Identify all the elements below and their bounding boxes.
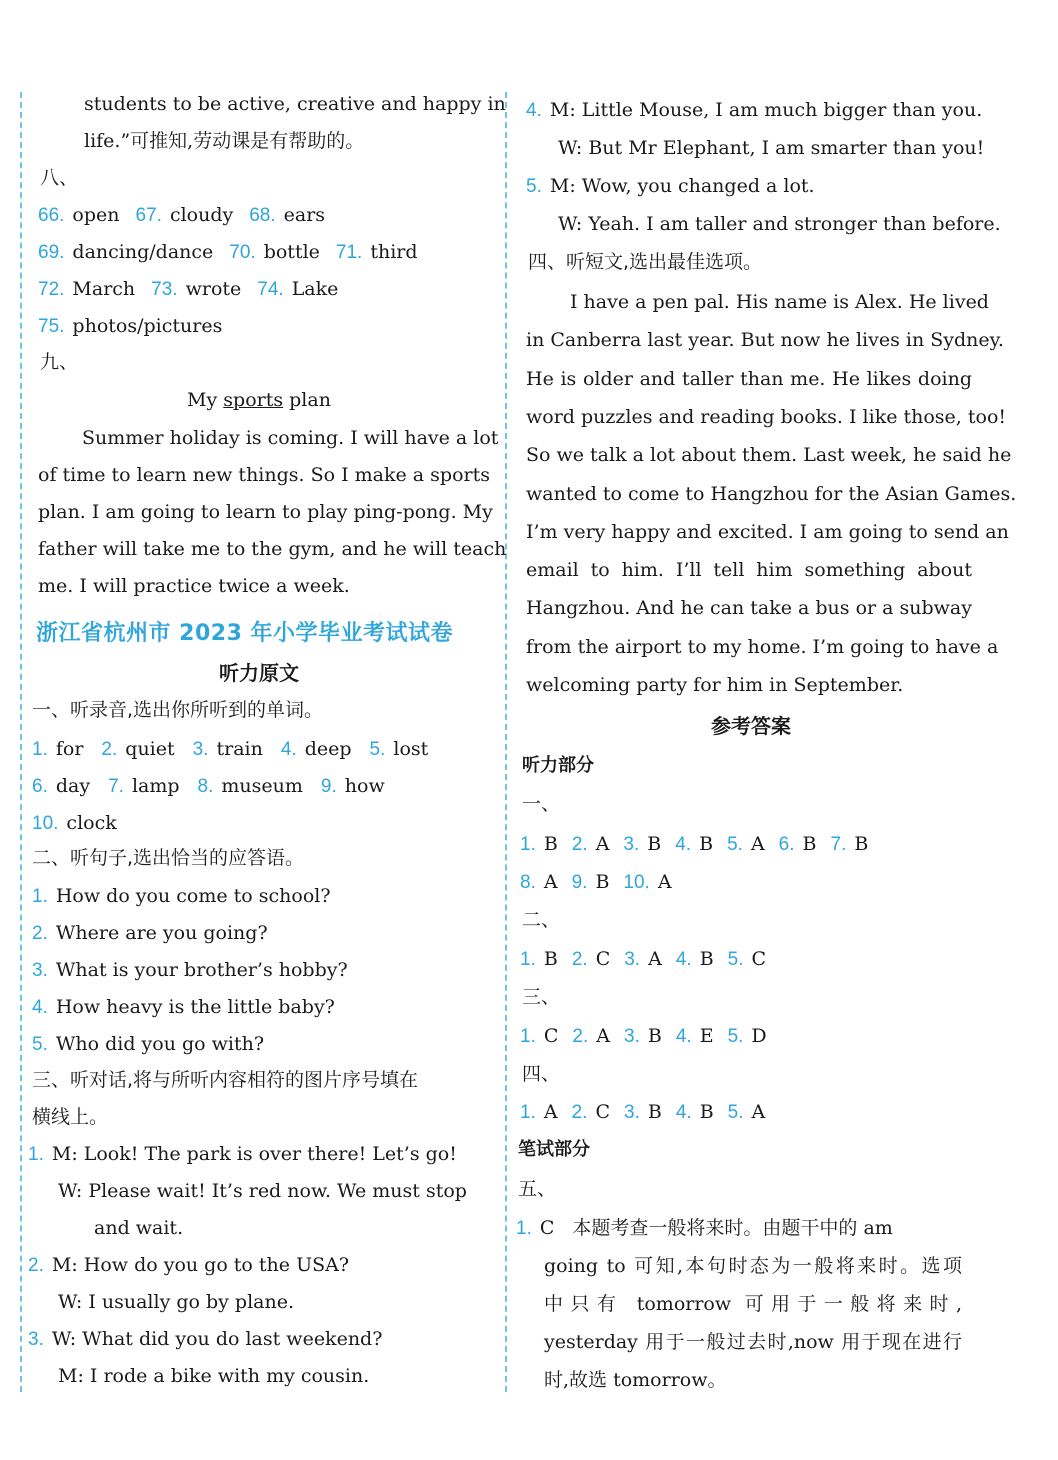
dialogue-line: and wait. [94,1217,184,1239]
part-2-sentence [32,958,348,983]
center-dashed-divider [505,92,507,1392]
numbered-item [136,203,234,228]
numbered-item [193,737,263,762]
item-number: 69. [38,242,65,263]
item-number: 1. [32,886,48,907]
item-text: A [596,1025,610,1047]
item-number: 72. [38,279,65,300]
section-8-row [38,277,354,302]
numbered-item [249,203,325,228]
numbered-item [624,1100,662,1125]
item-number: 5. [727,1102,744,1123]
item-number: 4. [280,739,297,760]
item-number: 3. [624,949,641,970]
item-text: A [543,871,558,893]
item-number: 8. [520,872,536,893]
item-number: 6. [32,776,48,797]
item-text: A [750,833,765,855]
answer-4-heading: 四、 [522,1063,561,1085]
numbered-item [624,947,662,972]
section-8-heading: 八、 [40,167,79,189]
part-4-heading: 四、听短文,选出最佳选项。 [528,251,763,273]
dialogue-line: W: But Mr Elephant, I am smarter than you! [558,137,985,159]
numbered-item [520,1100,558,1125]
item-text: day [55,775,91,797]
item-number: 2. [101,739,118,760]
item-text: A [543,1101,558,1123]
numbered-item [32,774,90,799]
numbered-item [32,737,83,762]
passage-line: email to him. I’ll tell him something about [526,559,972,582]
item-text: C [595,1101,610,1123]
dialogue-text: M: Little Mouse, I am much bigger than you. [549,99,983,121]
part-2-sentence [32,995,335,1020]
answer-key-title: 参考答案 [711,714,791,738]
item-text: how [344,775,385,797]
part-3-heading-line-2: 横线上。 [32,1106,109,1128]
item-number: 5. [32,1034,48,1055]
essay-title-pre: My [187,389,224,411]
item-text: lost [393,738,429,760]
dialogue-line [28,1253,349,1278]
numbered-item [520,832,558,857]
numbered-item [229,240,320,265]
part-2-sentence [32,884,331,909]
numbered-item [676,1024,714,1049]
item-number: 3. [192,739,209,760]
item-text: third [370,241,418,263]
answer-4-row [520,1100,779,1125]
numbered-item [676,1100,714,1125]
numbered-item [151,277,241,302]
item-number: 75. [38,316,65,337]
item-text: lamp [131,775,180,797]
item-text: museum [221,775,303,797]
dialogue-line: W: Please wait! It’s red now. We must stop [58,1180,467,1202]
numbered-item [38,203,120,228]
item-number: 68. [249,205,276,226]
item-number: 6. [778,834,795,855]
item-number: 4. [675,1102,692,1123]
item-number: 10. [623,872,650,893]
numbered-item [336,240,418,265]
part-1-heading: 一、听录音,选出你所听到的单词。 [32,699,324,721]
exam-title: 浙江省杭州市 2023 年小学毕业考试试卷 [36,621,454,646]
part-1-row [32,774,403,799]
passage-line: welcoming party for him in September. [526,674,904,696]
numbered-item [572,870,610,895]
item-text: clock [66,812,117,834]
numbered-item [572,1100,610,1125]
item-text: B [647,1025,662,1047]
essay-end-line-1: students to be active, creative and happy in [84,93,506,115]
item-number: 4. [526,100,542,121]
item-text: ears [283,204,326,226]
dialogue-line [526,174,815,199]
numbered-item [728,1100,766,1125]
item-text: photos/pictures [72,315,223,337]
numbered-item [831,832,869,857]
numbered-item [198,774,303,799]
item-number: 8. [197,776,214,797]
numbered-item [38,240,213,265]
item-number: 3. [28,1329,44,1350]
part-1-row [32,737,446,762]
item-text: bottle [263,241,320,263]
dialogue-line: W: Yeah. I am taller and stronger than before. [558,213,1001,235]
item-number: 4. [32,997,48,1018]
item-text: A [751,1101,766,1123]
item-text: cloudy [169,204,234,226]
essay-title [28,388,490,412]
item-text: C [751,948,767,970]
numbered-item [257,277,338,302]
item-number: 66. [38,205,65,226]
item-text: open [72,204,120,226]
item-text: B [543,948,558,970]
numbered-item [38,277,135,302]
essay-line: father will take me to the gym, and he will teach [38,538,507,560]
item-number: 5. [369,739,386,760]
item-text: A [595,833,610,855]
numbered-item [32,811,117,836]
part-3-heading-line-1: 三、听对话,将与所听内容相符的图片序号填在 [32,1069,419,1091]
numbered-item [101,737,174,762]
numbered-item [520,947,558,972]
numbered-item [108,774,179,799]
item-text: A [648,948,662,970]
numbered-item [623,870,671,895]
passage-line: wanted to come to Hangzhou for the Asian Games. [526,482,1017,505]
essay-line: me. I will practice twice a week. [38,575,350,597]
item-number: 1. [520,1102,536,1123]
dialogue-line: W: I usually go by plane. [58,1291,295,1313]
item-text: C [595,948,611,970]
section-8-row [38,314,238,339]
dialogue-text: M: Look! The park is over there! Let’s go! [51,1143,457,1165]
item-text: wrote [185,278,242,300]
listening-script-title: 听力原文 [219,661,299,685]
numbered-item [779,832,817,857]
numbered-item [624,1024,662,1049]
part-2-sentence [32,1032,264,1057]
dialogue-text: M: Wow, you changed a lot. [549,175,815,197]
item-text: B [647,1101,662,1123]
item-text: B [543,833,558,855]
passage-line: Hangzhou. And he can take a bus or a subway [526,597,972,620]
item-number: 2. [28,1255,44,1276]
item-number: 5. [727,1026,744,1047]
item-text: B [854,833,869,855]
section-9-heading: 九、 [40,351,79,373]
dialogue-line [28,1142,457,1167]
passage-line: word puzzles and reading books. I like those, too! [526,405,1007,428]
section-8-row [38,240,434,265]
answer-1-row [520,832,882,857]
part-1-row [32,811,135,836]
essay-title-underlined: sports [223,389,284,411]
answer-3-heading: 三、 [522,986,561,1008]
item-number: 1. [28,1144,44,1165]
item-number: 67. [135,205,162,226]
item-text: Lake [291,278,339,300]
answer-5-text: 本题考查一般将来时。由题干中的 am [572,1217,893,1239]
item-text: B [699,833,714,855]
item-text: B [699,1101,714,1123]
answer-5-first-line [516,1216,893,1241]
item-text: March [72,278,136,300]
item-number: 5. [526,176,542,197]
item-text: How heavy is the little baby? [55,996,335,1018]
item-text: D [751,1025,767,1047]
answer-5-heading: 五、 [518,1178,557,1200]
item-number: 10. [32,813,59,834]
essay-title-post: plan [283,389,331,411]
item-number: 9. [320,776,337,797]
item-number: 4. [675,1026,692,1047]
answer-1-heading: 一、 [522,793,561,815]
item-number: 2. [571,949,588,970]
numbered-item [623,832,661,857]
item-text: B [595,871,610,893]
item-text: B [647,833,662,855]
item-text: C [543,1025,559,1047]
essay-line: plan. I am going to learn to play ping-pong. My [38,501,493,523]
item-text: for [55,738,84,760]
section-8-row [38,203,341,228]
numbered-item [572,947,610,972]
essay-line: of time to learn new things. So I make a sports [38,464,490,486]
item-number: 3. [623,834,640,855]
numbered-item [727,832,765,857]
item-number: 5. [727,949,744,970]
item-text: Where are you going? [55,922,268,944]
dialogue-text: M: How do you go to the USA? [51,1254,350,1276]
listening-part-label: 听力部分 [522,755,594,776]
numbered-item [370,737,429,762]
passage-line: He is older and taller than me. He likes doing [526,367,972,390]
item-number: 2. [572,1026,589,1047]
item-number: 74. [257,279,284,300]
item-number: 70. [229,242,256,263]
numbered-item [572,1024,610,1049]
dialogue-line [28,1327,382,1352]
dialogue-text: W: What did you do last weekend? [51,1328,383,1350]
answer-5-line: 中只有 tomorrow 可用于一般将来时, [544,1293,962,1315]
item-number: 4. [675,834,692,855]
item-number: 71. [335,242,363,263]
passage-line: in Canberra last year. But now he lives in Sydney. [526,329,1004,352]
item-number: 5. [727,834,743,855]
answer-2-row [520,947,780,972]
passage-line: I have a pen pal. His name is Alex. He lived [570,291,989,313]
item-text: Who did you go with? [55,1033,265,1055]
written-part-label: 笔试部分 [518,1139,590,1160]
item-number: 73. [151,279,178,300]
item-number: 3. [624,1026,640,1047]
dialogue-line: M: I rode a bike with my cousin. [58,1365,370,1387]
numbered-item [520,1024,558,1049]
answer-5-line: yesterday 用于一般过去时,now 用于现在进行 [544,1331,962,1353]
item-number: 2. [571,1102,588,1123]
item-text: What is your brother’s hobby? [55,959,348,981]
item-number: 9. [571,872,588,893]
numbered-item [38,314,222,339]
left-dashed-divider [20,92,22,1392]
item-number: 2. [32,923,48,944]
item-text: B [699,948,714,970]
item-text: A [657,871,672,893]
item-text: deep [304,738,352,760]
numbered-item [675,832,713,857]
answer-5-line: going to 可知,本句时态为一般将来时。选项 [544,1255,962,1277]
part-2-sentence [32,921,268,946]
item-number: 2. [571,834,588,855]
item-number: 1. [520,834,536,855]
item-text: B [802,833,817,855]
passage-line: from the airport to my home. I’m going to have a [526,635,999,658]
item-text: How do you come to school? [55,885,331,907]
part-2-heading: 二、听句子,选出恰当的应答语。 [32,847,305,869]
numbered-item [520,870,558,895]
item-number: 1. [520,1026,536,1047]
item-number: 1. [520,949,536,970]
answer-1-row [520,870,686,895]
numbered-item [728,947,766,972]
item-number: 3. [32,960,48,981]
item-number: 4. [675,949,692,970]
item-number: 7. [108,776,124,797]
item-text: dancing/dance [72,241,214,263]
numbered-item [281,737,352,762]
item-text: E [699,1025,714,1047]
numbered-item [676,947,714,972]
answer-3-row [520,1024,781,1049]
numbered-item [321,774,385,799]
answer-5-letter: C [539,1217,555,1239]
item-number: 3. [624,1102,640,1123]
answer-2-heading: 二、 [522,909,561,931]
answer-5-line: 时,故选 tomorrow。 [544,1369,727,1391]
numbered-item [728,1024,767,1049]
passage-line: So we talk a lot about them. Last week, he said he [526,444,1012,467]
answer-5-number: 1. [516,1218,532,1239]
dialogue-line [526,98,982,123]
passage-line: I’m very happy and excited. I am going to send an [526,520,1009,543]
essay-end-line-2: life.”可推知,劳动课是有帮助的。 [84,130,365,152]
item-number: 1. [32,739,48,760]
item-number: 7. [830,834,847,855]
item-text: train [216,738,263,760]
item-text: quiet [125,738,175,760]
essay-line: Summer holiday is coming. I will have a lot [82,427,499,449]
numbered-item [572,832,610,857]
